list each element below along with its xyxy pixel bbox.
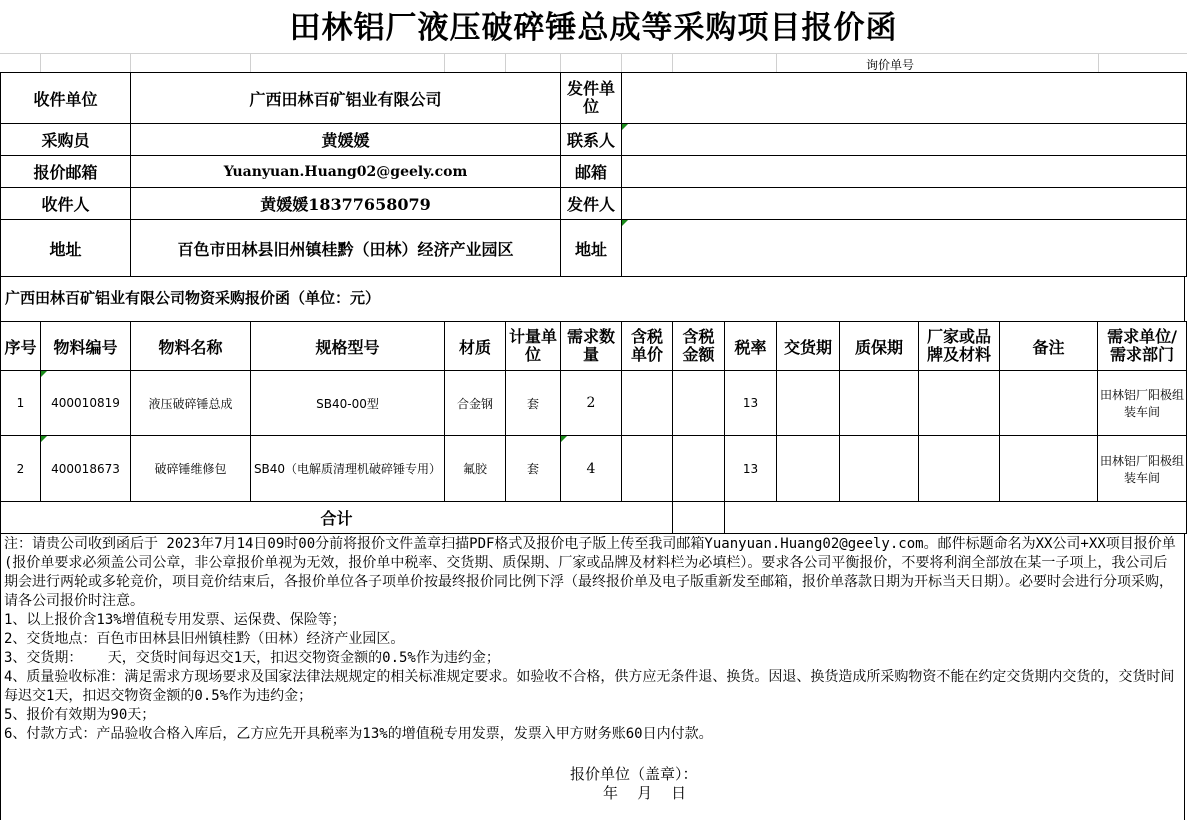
row-price[interactable] [622, 436, 673, 502]
receiver-value: 黄媛媛18377658079 [131, 188, 561, 220]
row-unit: 套 [506, 436, 561, 502]
row-spec: SB40-00型 [251, 371, 445, 436]
row-qty: 4 [561, 436, 622, 502]
row-material: 氟胶 [445, 436, 506, 502]
col-code: 物料编号 [41, 322, 131, 371]
section-title: 广西田林百矿铝业有限公司物资采购报价函（单位：元） [0, 276, 1185, 321]
total-label: 合计 [1, 502, 673, 534]
row-no: 1 [1, 371, 41, 436]
row-name: 破碎锤维修包 [131, 436, 251, 502]
contact-value[interactable] [622, 124, 1187, 156]
col-remark: 备注 [1000, 322, 1098, 371]
row-warranty[interactable] [840, 436, 919, 502]
row-remark[interactable] [1000, 371, 1098, 436]
buyer-label: 采购员 [1, 124, 131, 156]
receiver-label: 收件人 [1, 188, 131, 220]
recipient-value: 广西田林百矿铝业有限公司 [131, 73, 561, 124]
table-row [1, 436, 1187, 502]
note-2: 2、交货地点：百色市田林县旧州镇桂黔（田林）经济产业园区。 [4, 631, 405, 647]
note-5: 5、报价有效期为90天； [4, 707, 156, 723]
total-row [1, 502, 1187, 534]
row-no: 2 [1, 436, 41, 502]
col-tax: 税率 [725, 322, 777, 371]
row-spec: SB40（电解质清理机破碎锤专用） [251, 436, 445, 502]
row-code: 400018673 [41, 436, 131, 502]
signature-label: 报价单位（盖章）： [570, 765, 698, 783]
row-code: 400010819 [41, 371, 131, 436]
sender-address-value[interactable] [622, 220, 1187, 277]
row-name: 液压破碎锤总成 [131, 371, 251, 436]
row-dept: 田林铝厂阳极组装车间 [1098, 436, 1187, 502]
row-dept: 田林铝厂阳极组装车间 [1098, 371, 1187, 436]
row-brand[interactable] [919, 436, 1000, 502]
row-qty: 2 [561, 371, 622, 436]
row-amount[interactable] [673, 436, 725, 502]
address-value: 百色市田林县旧州镇桂黔（田林）经济产业园区 [131, 220, 561, 277]
col-price: 含税单价 [622, 322, 673, 371]
row-tax: 13 [725, 436, 777, 502]
col-qty: 需求数量 [561, 322, 622, 371]
quote-email-label: 报价邮箱 [1, 156, 131, 188]
items-table [0, 321, 1187, 534]
col-dept: 需求单位/需求部门 [1098, 322, 1187, 371]
page-title: 田林铝厂液压破碎锤总成等采购项目报价函 [289, 10, 898, 46]
row-amount[interactable] [673, 371, 725, 436]
row-material: 合金钢 [445, 371, 506, 436]
email-label: 邮箱 [561, 156, 622, 188]
contact-label: 联系人 [561, 124, 622, 156]
address-label: 地址 [1, 220, 131, 277]
sender-unit-label: 发件单位 [561, 73, 622, 124]
col-brand: 厂家或品牌及材料 [919, 322, 1000, 371]
note-6: 6、付款方式：产品验收合格入库后，乙方应先开具税率为13%的增值税专用发票，发票入甲方财务账60日内付款。 [4, 726, 713, 742]
col-no: 序号 [1, 322, 41, 371]
note-3: 3、交货期： 天，交货时间每迟交1天，扣迟交物资金额的0.5%作为违约金； [4, 650, 500, 666]
recipient-label: 收件单位 [1, 73, 131, 124]
total-rest [725, 502, 1187, 534]
email-value[interactable] [622, 156, 1187, 188]
col-material: 材质 [445, 322, 506, 371]
col-spec: 规格型号 [251, 322, 445, 371]
table-row [1, 371, 1187, 436]
row-delivery[interactable] [777, 371, 840, 436]
row-price[interactable] [622, 371, 673, 436]
sender-label: 发件人 [561, 188, 622, 220]
sender-value[interactable] [622, 188, 1187, 220]
row-warranty[interactable] [840, 371, 919, 436]
date-label: 年 月 日 [603, 784, 687, 802]
note-intro: 注：请贵公司收到函后于 2023年7月14日09时00分前将报价文件盖章扫描PDF格式及报价电子版上传至我司邮箱Yuanyuan.Huang02@geely.com。邮件标题命名为XX公司+XX项目报价单(报价单要求必须盖公司公章，非公章报价单视为无效，报价单中税率、交货期、质保期、厂家或品牌及材料栏为必填栏）。要求各公司平衡报价，不要将利润全部放在某一子项上，我公司后期会进行两轮或多轮竞价，项目竞价结束后，各报价单位各子项单价按最终报价同比例下浮（最终报价单及电子版重新发至邮箱，报价单落款日期为开标当天日期）。必要时会进行分项采购，请各公司报价时注意。 [4, 536, 1176, 609]
col-name: 物料名称 [131, 322, 251, 371]
sender-address-label: 地址 [561, 220, 622, 277]
info-table [0, 72, 1187, 277]
inquiry-number-label: 询价单号 [866, 58, 915, 72]
col-warranty: 质保期 [840, 322, 919, 371]
row-delivery[interactable] [777, 436, 840, 502]
row-unit: 套 [506, 371, 561, 436]
note-1: 1、以上报价含13%增值税专用发票、运保费、保险等； [4, 612, 346, 628]
quote-email-value: Yuanyuan.Huang02@geely.com [131, 156, 561, 188]
row-brand[interactable] [919, 371, 1000, 436]
row-tax: 13 [725, 371, 777, 436]
col-unit: 计量单位 [506, 322, 561, 371]
total-amount[interactable] [673, 502, 725, 534]
row-remark[interactable] [1000, 436, 1098, 502]
col-delivery: 交货期 [777, 322, 840, 371]
note-4: 4、质量验收标准：满足需求方现场要求及国家法律法规规定的相关标准规定要求。如验收不合格，供方应无条件退、换货。因退、换货造成所采购物资不能在约定交货期内交货的，交货时间每迟交1天，扣迟交物资金额的0.5%作为违约金； [4, 669, 1175, 704]
buyer-value: 黄媛媛 [131, 124, 561, 156]
sender-unit-value[interactable] [622, 73, 1187, 124]
col-amount: 含税金额 [673, 322, 725, 371]
